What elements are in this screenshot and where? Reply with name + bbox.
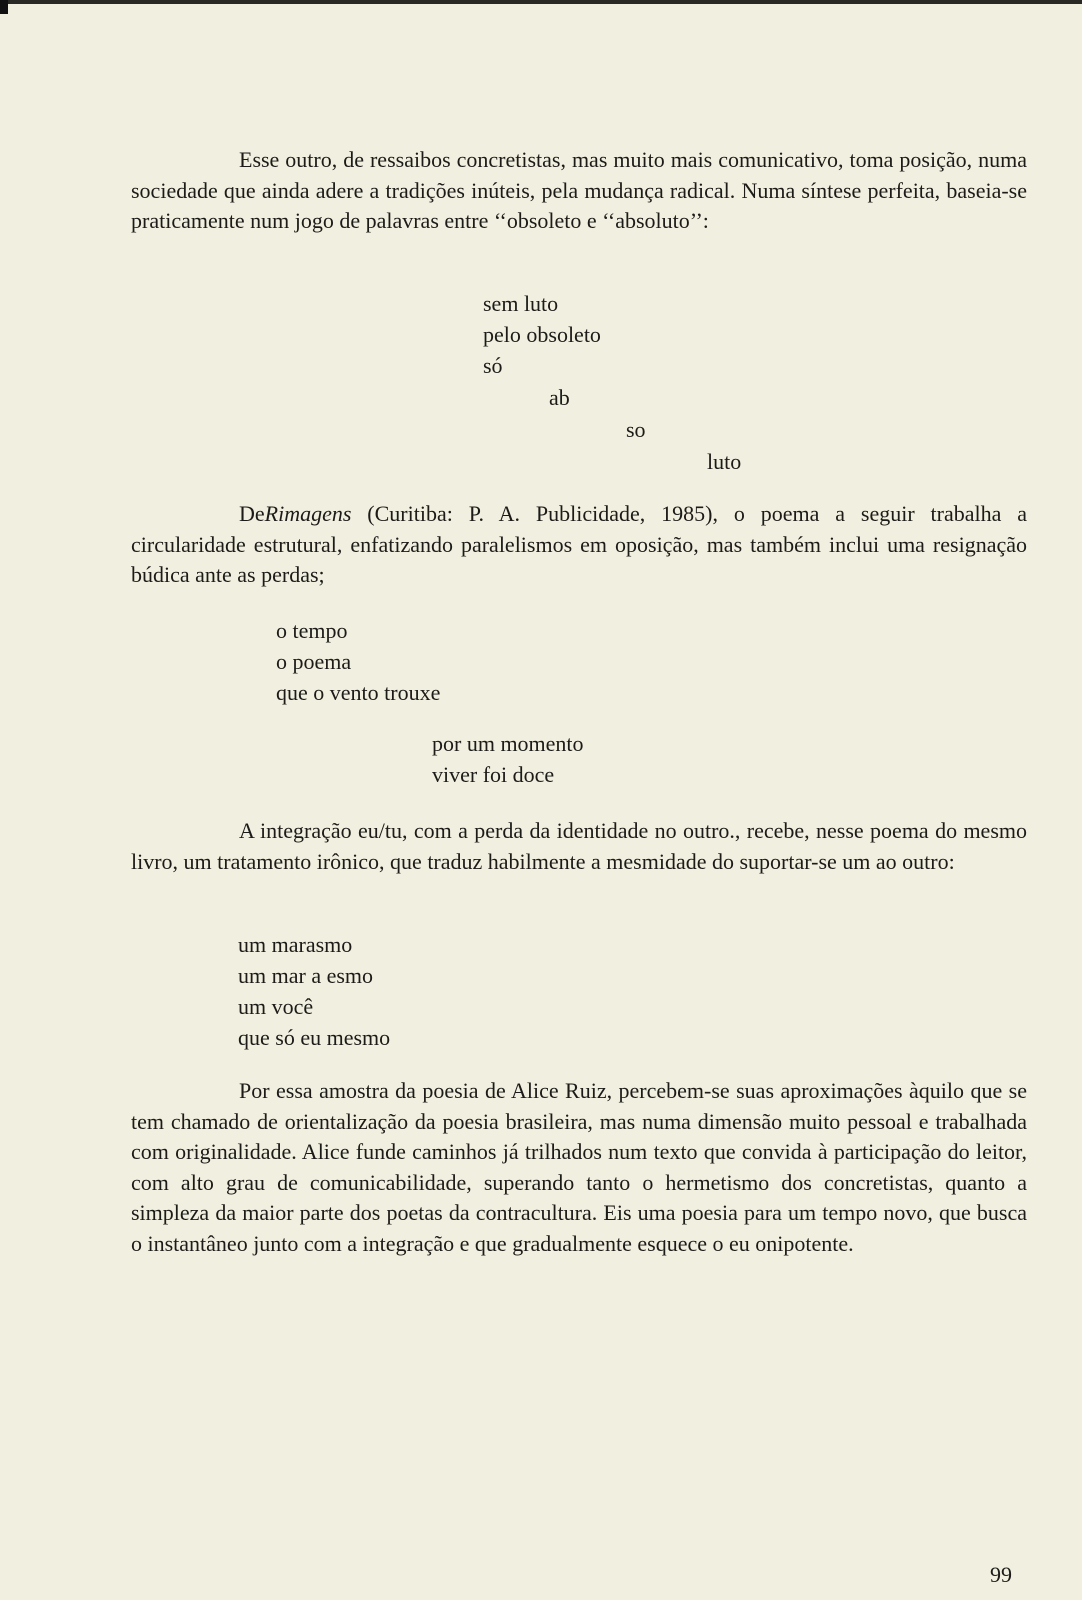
poem-1-line: só [483,353,503,378]
poem-1-line: ab [549,385,570,410]
poem-2-line: viver foi doce [432,762,555,787]
paragraph-4 [131,1076,1027,1259]
paragraph-4-text: Por essa amostra da poesia de Alice Ruiz, percebem-se suas aproximações àquilo que se tem chamado de orientalização da poesia brasileira, mas numa dimensão muito pessoal e trabalhada com originalidade. Alice funde caminhos já trilhados num texto que convida à participação do leitor, com alto grau de comunicabilidade, superando tanto o hermetismo dos concretistas, quanto a simpleza da maior parte dos poetas da contracultura. Eis uma poesia para um tempo novo, que busca o instantâneo junto com a integração e que gradualmente esquece o eu onipotente. [131,1078,1027,1256]
page-number: 99 [990,1562,1012,1587]
poem-2-line: por um momento [432,731,584,756]
paragraph-2-prefix: De [239,501,265,526]
poem-2-line: o tempo [276,618,348,643]
paragraph-3-text: A integração eu/tu, com a perda da identidade no outro., recebe, nesse poema do mesmo livro, um tratamento irônico, que traduz habilmente a mesmidade do suportar-se um ao outro: [131,818,1027,874]
paragraph-1-text: Esse outro, de ressaibos concretistas, mas muito mais comunicativo, toma posição, numa sociedade que ainda adere a tradições inúteis, pela mudança radical. Numa síntese perfeita, baseia-se praticamente num jogo de palavras entre ‘‘obsoleto e ‘‘absoluto’’: [131,147,1027,233]
poem-2-line: o poema [276,649,352,674]
poem-3-line: um marasmo [238,932,353,957]
poem-3-line: um mar a esmo [238,963,374,988]
poem-2-line: que o vento trouxe [276,680,441,705]
poem-3-line: um você [238,994,314,1019]
paragraph-3 [131,816,1027,877]
paragraph-1 [131,145,1027,237]
poem-3-line: que só eu mesmo [238,1025,391,1050]
paragraph-2-text: (Curitiba: P. A. Publicidade, 1985), o poema a seguir trabalha a circularidade estrutural, enfatizando paralelismos em oposição, mas também inclui uma resignação búdica ante as perdas; [131,501,1027,587]
poem-1-line: luto [707,449,742,474]
poem-1-line: so [626,417,646,442]
poem-1-line: pelo obsoleto [483,322,601,347]
book-title: Rimagens [264,501,352,526]
paragraph-2 [131,499,1027,591]
poem-1-line: sem luto [483,291,559,316]
